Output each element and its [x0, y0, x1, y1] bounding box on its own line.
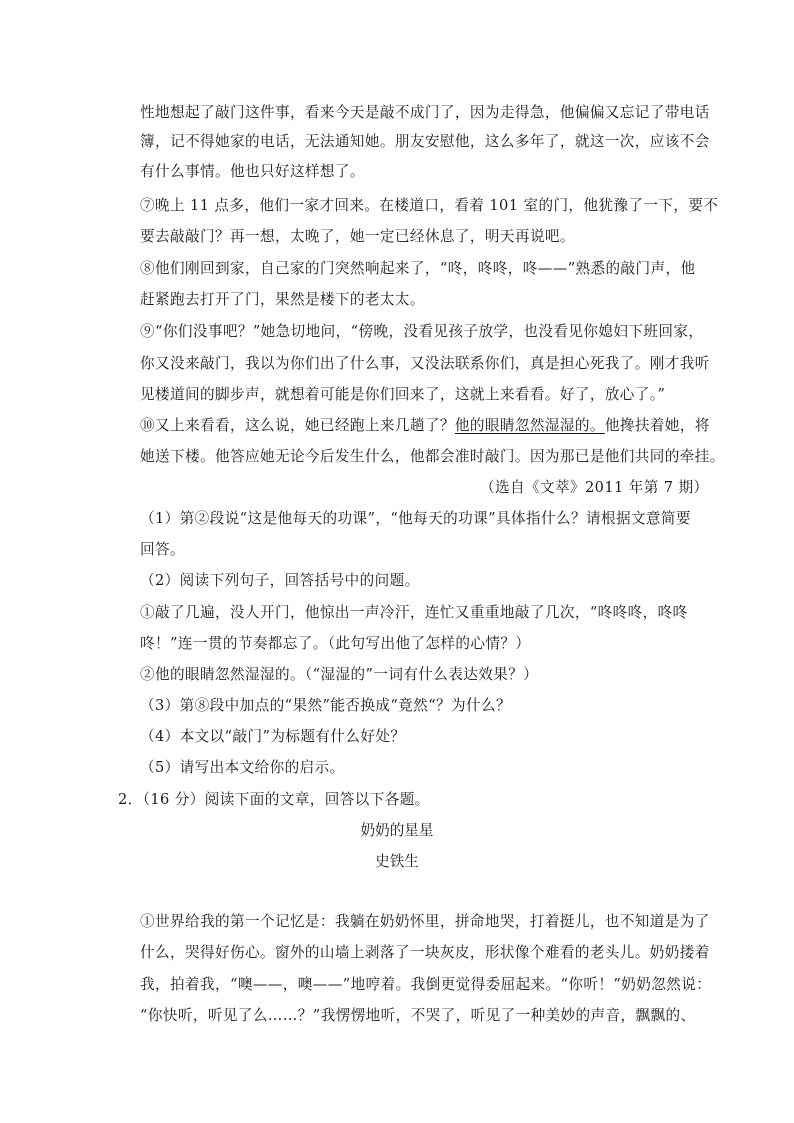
text-line: 见楼道间的脚步声，就想着可能是你们回来了，这就上来看看。好了，放心了。” [140, 386, 666, 403]
question-5: （5）请写出本文给你的启示。 [140, 759, 345, 776]
text-segment: ⑩又上来看看，这么说，她已经跑上来几趟了？ [140, 417, 455, 434]
text-segment: 他搀扶着她，将 [604, 417, 710, 434]
text-line [140, 416, 710, 436]
text-line: ①敲了几遍，没人开门，他惊出一声冷汗，连忙又重重地敲了几次，“咚咚咚，咚咚 [140, 604, 688, 621]
text-line: 赶紧跑去打开了门，果然是楼下的老太太。 [140, 291, 425, 308]
text-line: 她送下楼。他答应她无论今后发生什么，他都会准时敲门。因为那已是他们共同的牵挂。 [140, 448, 725, 465]
text-line: 回答。 [140, 541, 185, 558]
text-line: ⑦晚上 11 点多，他们一家才回来。在楼道口，看着 101 室的门，他犹豫了一下，要不 [140, 197, 719, 214]
section-2-heading: 2．（16 分）阅读下面的文章，回答以下各题。 [118, 791, 430, 808]
question-2-item-2: ②他的眼睛忽然湿湿的。（“湿湿的”一词有什么表达效果？） [140, 666, 539, 683]
text-line: 簿，记不得她家的电话，无法通知她。朋友安慰他，这么多年了，就这一次，应该不会 [140, 133, 710, 150]
question-2-intro: （2）阅读下列句子，回答括号中的问题。 [140, 572, 420, 589]
question-3: （3）第⑧段中加点的“果然”能否换成“竟然“？为什么？ [140, 697, 511, 714]
article-title: 奶奶的星星 [360, 822, 434, 839]
text-line: ⑧他们刚回到家，自己家的门突然响起来了，“咚，咚咚，咚——”熟悉的敲门声，他 [140, 260, 696, 277]
text-line: “你快听，听见了么……？”我愣愣地听，不哭了，听见了一种美妙的声音，飘飘的、 [140, 1007, 696, 1024]
underlined-sentence: 他的眼睛忽然湿湿的。 [454, 417, 605, 434]
text-line: ①世界给我的第一个记忆是：我躺在奶奶怀里，拼命地哭，打着挺儿，也不知道是为了 [140, 913, 710, 930]
text-line: 咚！”连一贯的节奏都忘了。（此句写出他了怎样的心情？） [140, 635, 531, 652]
text-line: 我，拍着我，“噢——，噢——”地哼着。我倒更觉得委屈起来。“你听！”奶奶忽然说： [140, 976, 712, 993]
text-line: （1）第②段说“这是他每天的功课”，“他每天的功课”具体指什么？请根据文意简要 [140, 510, 691, 527]
article-author: 史铁生 [375, 853, 419, 870]
text-line: 什么，哭得好伤心。窗外的山墙上剥落了一块灰皮，形状像个难看的老头儿。奶奶搂着 [140, 944, 710, 961]
text-line: 要去敲敲门？再一想，太晚了，她一定已经休息了，明天再说吧。 [140, 228, 575, 245]
source-citation: （选自《文萃》2011 年第 7 期） [480, 479, 709, 496]
question-4: （4）本文以“敲门”为标题有什么好处？ [140, 728, 406, 745]
text-line: ⑨“你们没事吧？”她急切地问，“傍晚，没看见孩子放学，也没看见你媳妇下班回家， [140, 323, 704, 340]
text-line: 有什么事情。他也只好这样想了。 [140, 163, 365, 180]
text-line: 性地想起了敲门这件事，看来今天是敲不成门了，因为走得急，他偏偏又忘记了带电话 [140, 104, 710, 121]
text-line: 你又没来敲门，我以为你们出了什么事，又没法联系你们，真是担心死我了。刚才我听 [140, 355, 710, 372]
